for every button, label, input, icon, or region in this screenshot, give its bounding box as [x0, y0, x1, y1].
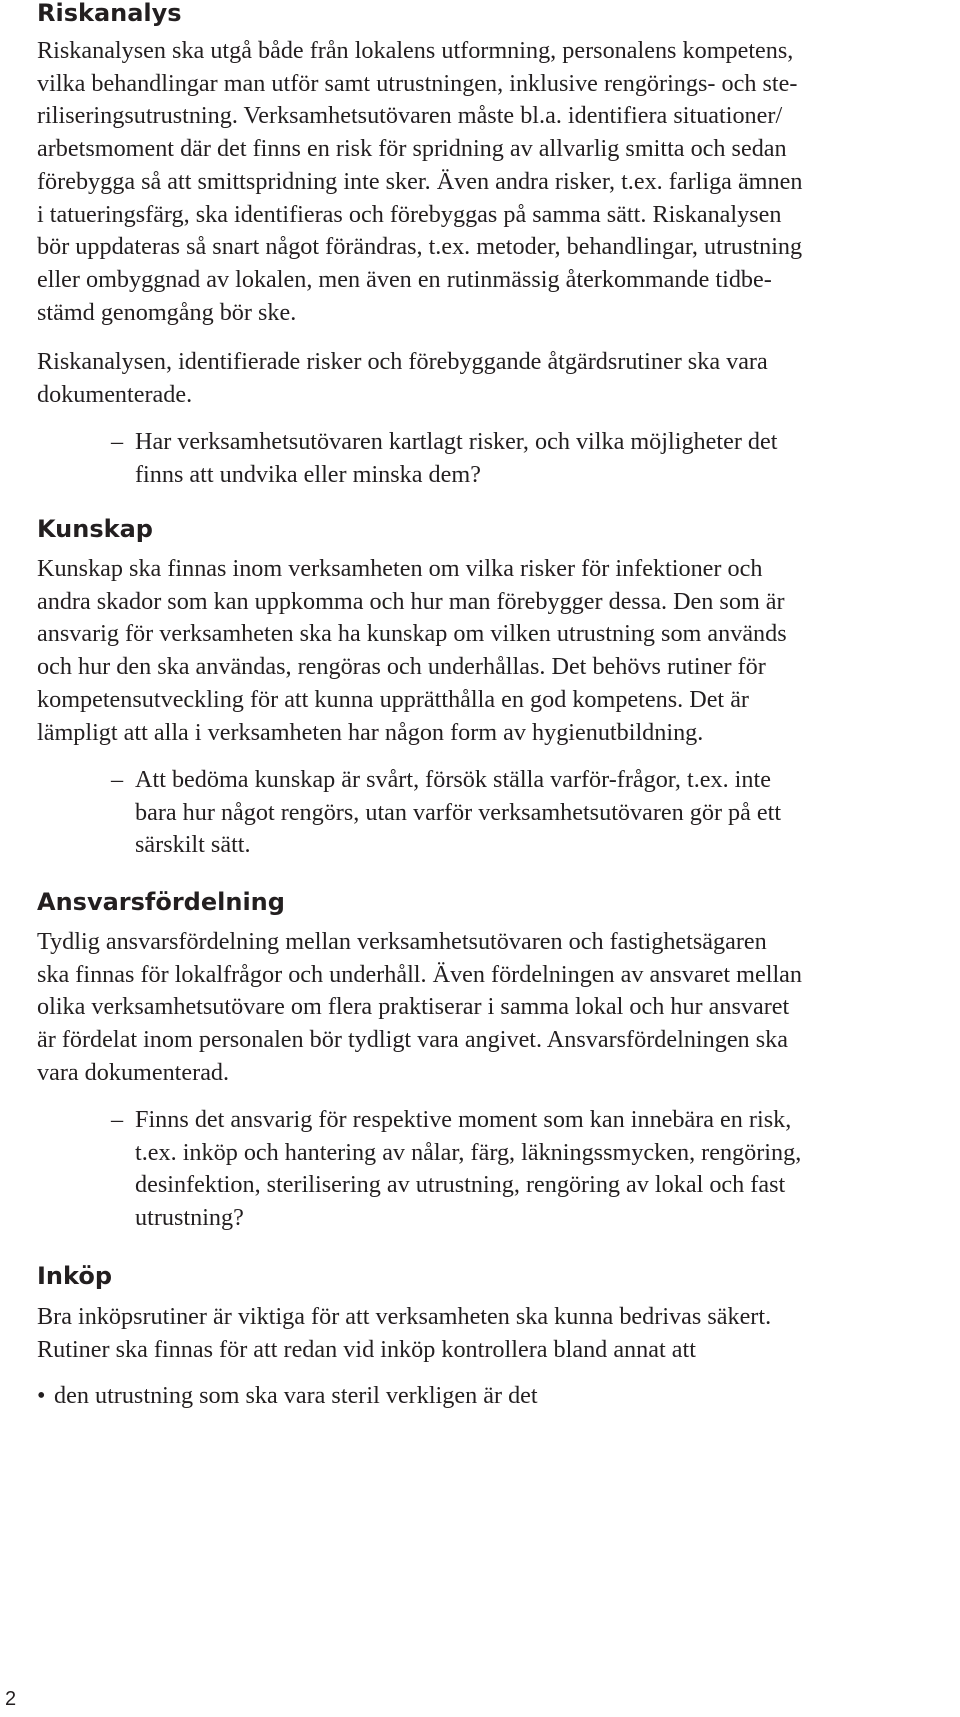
ansvar-question	[37, 1104, 801, 1235]
text-line: är fördelat inom personalen bör tydligt vara angivet. Ansvarsfördelningen ska	[37, 1026, 788, 1054]
text-line: andra skador som kan uppkomma och hur man förebygger dessa. Den som är	[37, 587, 785, 615]
text-line: Att bedöma kunskap är svårt, försök ställa varför-frågor, t.ex. inte	[135, 766, 771, 793]
text-line: den utrustning som ska vara steril verkligen är det	[54, 1382, 538, 1409]
text-line: Rutiner ska finnas för att redan vid inköp kontrollera bland annat att	[37, 1335, 696, 1363]
text-line: bör uppdateras så snart något förändras, t.ex. metoder, behandlingar, utrustning	[37, 233, 803, 261]
text-line: förebygga så att smittspridning inte sker. Även andra risker, t.ex. farliga ämnen	[37, 167, 803, 195]
text-line: desinfektion, sterilisering av utrustning, rengöring av lokal och fast	[135, 1171, 786, 1199]
text-line: särskilt sätt.	[135, 831, 251, 859]
text-line: Bra inköpsrutiner är viktiga för att verksamheten ska kunna bedrivas säkert.	[37, 1303, 772, 1330]
text-line: eller ombyggnad av lokalen, men även en rutinmässig återkommande tidbe-	[37, 265, 772, 293]
text-line: stämd genomgång bör ske.	[37, 298, 297, 326]
text-line: utrustning?	[135, 1204, 244, 1232]
text-line: i tatueringsfärg, ska identifieras och förebyggas på samma sätt. Riskanalysen	[37, 200, 782, 228]
text-line: Riskanalysen ska utgå både från lokalens utformning, personalens kompetens,	[37, 37, 794, 64]
text-line: ska finnas för lokalfrågor och underhåll. Även fördelningen av ansvaret mellan	[37, 960, 802, 988]
text-line: riliseringsutrustning. Verksamhetsutövaren måste bl.a. identifiera situationer/	[37, 102, 783, 130]
text-line: vara dokumenterad.	[37, 1058, 230, 1086]
text-line: och hur den ska användas, rengöras och underhållas. Det behövs rutiner för	[37, 653, 766, 681]
text-line: vilka behandlingar man utför samt utrustningen, inklusive rengörings- och ste-	[37, 69, 798, 97]
heading-riskanalys: Riskanalys	[37, 0, 182, 27]
text-line: lämpligt att alla i verksamheten har någon form av hygienutbildning.	[37, 718, 704, 746]
heading-kunskap: Kunskap	[37, 515, 153, 543]
text-line: Har verksamhetsutövaren kartlagt risker, och vilka möjligheter det	[135, 428, 778, 455]
riskanalys-question	[37, 426, 777, 491]
text-line: bara hur något rengörs, utan varför verksamhetsutövaren gör på ett	[135, 798, 782, 826]
dash-marker: –	[111, 1106, 124, 1133]
inkop-bullet-item	[37, 1380, 538, 1413]
text-line: Riskanalysen, identifierade risker och förebyggande åtgärdsrutiner ska vara	[37, 348, 768, 375]
text-line: Finns det ansvarig för respektive moment som kan innebära en risk,	[135, 1106, 792, 1133]
riskanalys-paragraph-1	[37, 35, 802, 329]
text-line: Tydlig ansvarsfördelning mellan verksamhetsutövaren och fastighetsägaren	[37, 928, 767, 955]
text-line: dokumenterade.	[37, 380, 193, 408]
dash-marker: –	[111, 766, 124, 793]
text-line: Kunskap ska finnas inom verksamheten om vilka risker för infektioner och	[37, 555, 763, 582]
text-line: t.ex. inköp och hantering av nålar, färg, läkningssmycken, rengöring,	[135, 1138, 802, 1166]
text-line: finns att undvika eller minska dem?	[135, 460, 481, 488]
text-line: arbetsmoment där det finns en risk för spridning av allvarlig smitta och sedan	[37, 135, 787, 163]
heading-ansvarsfordelning: Ansvarsfördelning	[37, 888, 285, 916]
page-number: 2	[5, 1688, 17, 1710]
ansvar-paragraph-1	[37, 926, 802, 1090]
text-line: ansvarig för verksamheten ska ha kunskap om vilken utrustning som används	[37, 620, 787, 648]
dash-marker: –	[111, 428, 124, 455]
kunskap-paragraph-1	[37, 553, 787, 749]
riskanalys-paragraph-2	[37, 346, 768, 411]
kunskap-question	[37, 764, 781, 862]
text-line: kompetensutveckling för att kunna upprätthålla en god kompetens. Det är	[37, 685, 749, 713]
heading-inkop: Inköp	[37, 1262, 112, 1290]
bullet-marker: •	[37, 1382, 46, 1409]
text-line: olika verksamhetsutövare om flera praktiserar i samma lokal och hur ansvaret	[37, 993, 790, 1021]
inkop-paragraph-1	[37, 1301, 771, 1366]
